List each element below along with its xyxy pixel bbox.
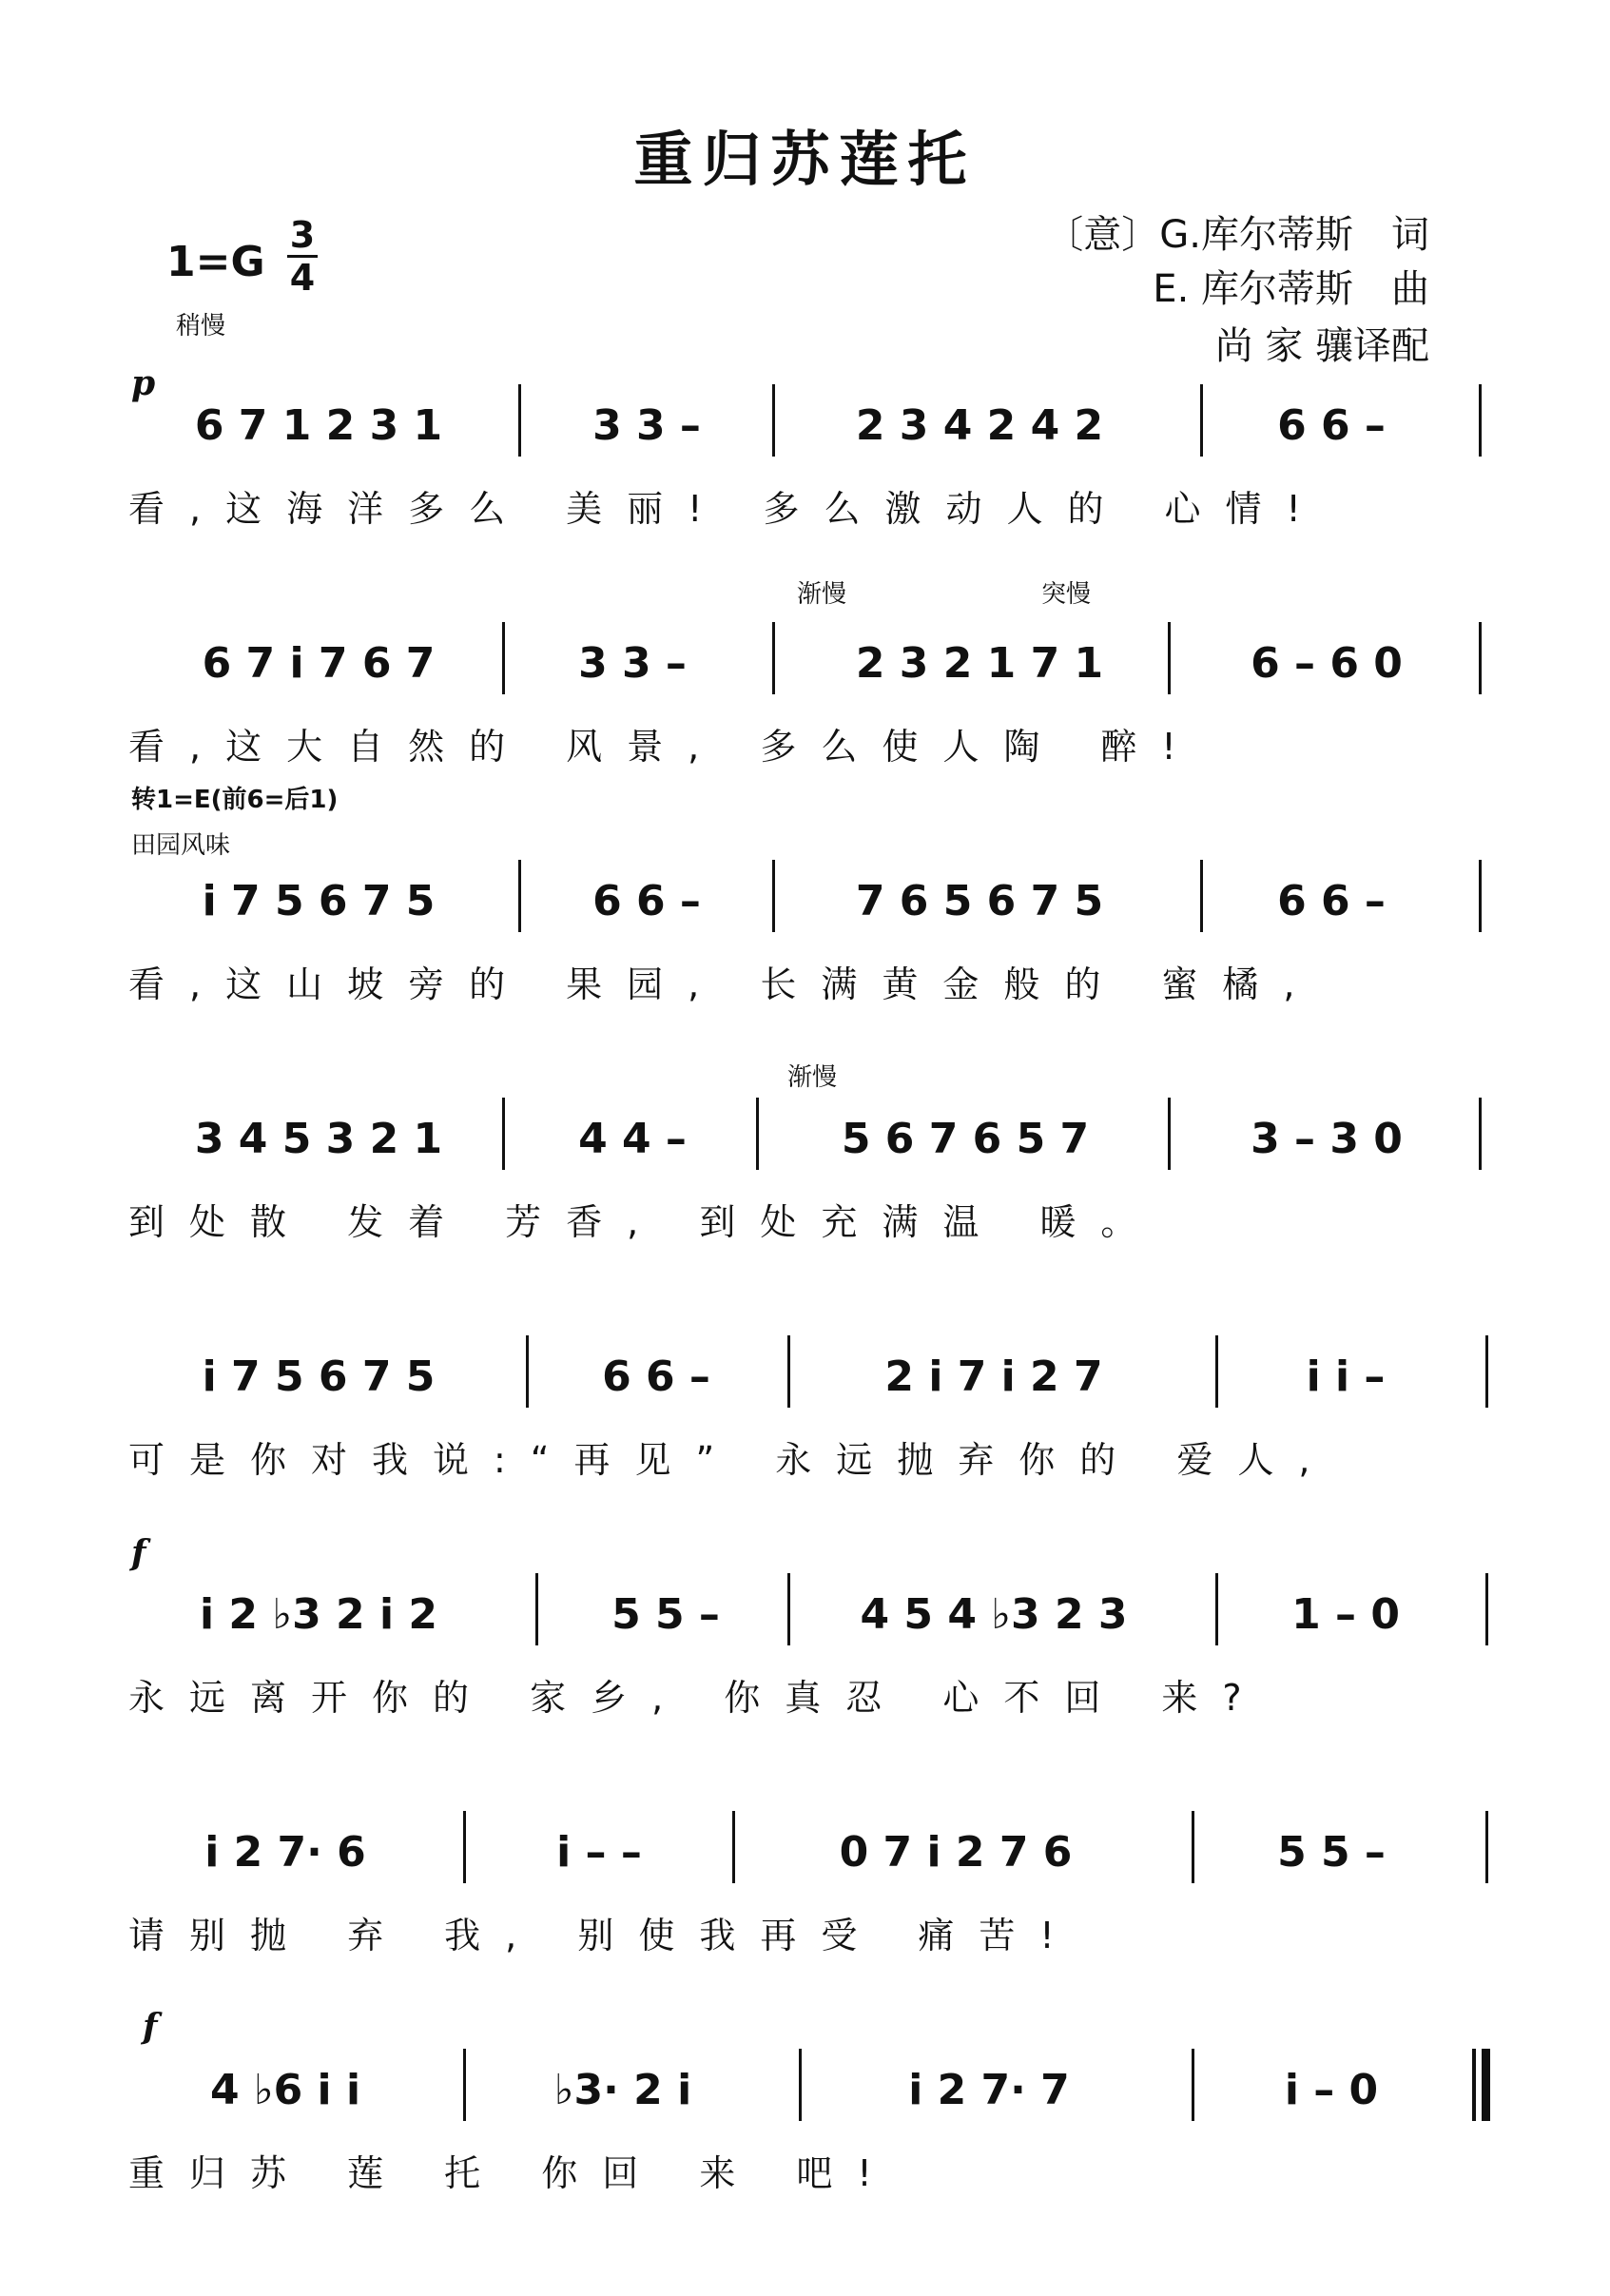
measure: i 7 5 6 7 5 — [202, 876, 436, 925]
measure: 3 4 5 3 2 1 — [194, 1114, 443, 1163]
barline — [756, 1098, 759, 1170]
measure: 5 5 – — [611, 1589, 720, 1639]
barline — [772, 860, 775, 932]
measure: 6 6 – — [1277, 876, 1386, 925]
barline — [1485, 1335, 1488, 1408]
lyrics-line: 看,这海洋多么 美丽! 多么激动人的 心情! — [128, 488, 1326, 530]
measure: 4 5 4 ♭3 2 3 — [860, 1589, 1128, 1639]
lyrics-line: 重归苏 莲 托 你回 来 吧! — [128, 2152, 897, 2194]
measure: 6 – 6 0 — [1251, 638, 1403, 688]
lyrics-line: 到处散 发着 芳香, 到处充满温 暖。 — [128, 1201, 1162, 1243]
time-signature — [285, 215, 320, 298]
measure: 4 4 – — [578, 1114, 687, 1163]
barline — [1192, 1811, 1194, 1883]
barline — [1200, 384, 1203, 457]
barline — [1168, 622, 1171, 694]
measure: 6 6 – — [1277, 400, 1386, 450]
lyrics-line: 请别抛 弃 我, 别使我再受 痛苦! — [128, 1915, 1079, 1956]
measure: i 7 5 6 7 5 — [202, 1352, 436, 1401]
barline — [526, 1335, 529, 1408]
lyrics-line: 看,这山坡旁的 果园, 长满黄金般的 蜜橘, — [128, 963, 1320, 1005]
barline — [1200, 860, 1203, 932]
measure: i – 0 — [1284, 2065, 1379, 2114]
lyrics-line: 永远离开你的 家乡, 你真忍 心不回 来? — [128, 1677, 1267, 1719]
page-title: 重归苏莲托 — [633, 125, 977, 194]
barline — [787, 1335, 790, 1408]
modulation-mark: 转1=E(前6=后1) — [131, 786, 339, 814]
lyrics-line: 可是你对我说:“再见” 永远抛弃你的 爱人, — [128, 1439, 1335, 1481]
barline — [1192, 2049, 1194, 2121]
measure: 2 3 4 2 4 2 — [855, 400, 1104, 450]
final-barline-thick — [1482, 2049, 1490, 2121]
barline — [1479, 384, 1482, 457]
barline — [502, 622, 505, 694]
tempo-mark: 稍慢 — [176, 312, 226, 341]
measure: 5 6 7 6 5 7 — [841, 1114, 1090, 1163]
barline — [1215, 1335, 1218, 1408]
barline — [535, 1573, 538, 1645]
measure: 2 i 7 i 2 7 — [884, 1352, 1103, 1401]
barline — [463, 1811, 466, 1883]
barline — [1479, 1098, 1482, 1170]
measure: i 2 7· 7 — [908, 2065, 1070, 2114]
barline — [772, 622, 775, 694]
measure: 6 6 – — [602, 1352, 710, 1401]
measure: ♭3· 2 i — [553, 2065, 692, 2114]
measure: 6 7 1 2 3 1 — [194, 400, 443, 450]
measure: 6 6 – — [592, 876, 701, 925]
dynamic-mark: p — [131, 363, 156, 403]
ritardando-mark: 渐慢 — [787, 1063, 838, 1092]
dynamic-mark: f — [143, 2007, 158, 2047]
measure: i 2 ♭3 2 i 2 — [200, 1589, 437, 1639]
measure: 2 3 2 1 7 1 — [855, 638, 1104, 688]
measure: 6 7 i 7 6 7 — [202, 638, 436, 688]
barline — [1485, 1573, 1488, 1645]
lyricist-credit: 〔意〕G.库尔蒂斯 词 — [1045, 213, 1429, 257]
measure: i 2 7· 6 — [204, 1827, 366, 1877]
measure: i – – — [556, 1827, 642, 1877]
barline — [1215, 1573, 1218, 1645]
barline — [799, 2049, 802, 2121]
barline — [787, 1573, 790, 1645]
measure: 7 6 5 6 7 5 — [855, 876, 1104, 925]
barline — [1485, 1811, 1488, 1883]
measure: 3 3 – — [578, 638, 687, 688]
time-signature-top: 3 — [289, 214, 316, 256]
barline — [1479, 622, 1482, 694]
ritardando-mark: 渐慢 — [797, 580, 847, 609]
barline — [1479, 860, 1482, 932]
translator-credit: 尚 家 骧译配 — [1214, 324, 1429, 368]
composer-credit: E. 库尔蒂斯 曲 — [1153, 267, 1429, 311]
sudden-slow-mark: 突慢 — [1041, 580, 1092, 609]
key-signature: 1=G — [166, 238, 265, 286]
style-mark: 田园风味 — [131, 831, 231, 860]
barline — [772, 384, 775, 457]
measure: 1 – 0 — [1291, 1589, 1400, 1639]
measure: i i – — [1306, 1352, 1386, 1401]
barline — [732, 1811, 735, 1883]
dynamic-mark: f — [131, 1533, 146, 1573]
final-barline-thin — [1472, 2049, 1476, 2121]
barline — [518, 860, 521, 932]
barline — [502, 1098, 505, 1170]
barline — [1168, 1098, 1171, 1170]
measure: 3 – 3 0 — [1251, 1114, 1403, 1163]
barline — [463, 2049, 466, 2121]
barline — [518, 384, 521, 457]
measure: 5 5 – — [1277, 1827, 1386, 1877]
measure: 3 3 – — [592, 400, 701, 450]
time-signature-bottom: 4 — [289, 257, 316, 299]
measure: 4 ♭6 i i — [209, 2065, 361, 2114]
measure: 0 7 i 2 7 6 — [839, 1827, 1073, 1877]
lyrics-line: 看,这大自然的 风景, 多么使人陶 醉! — [128, 726, 1201, 768]
